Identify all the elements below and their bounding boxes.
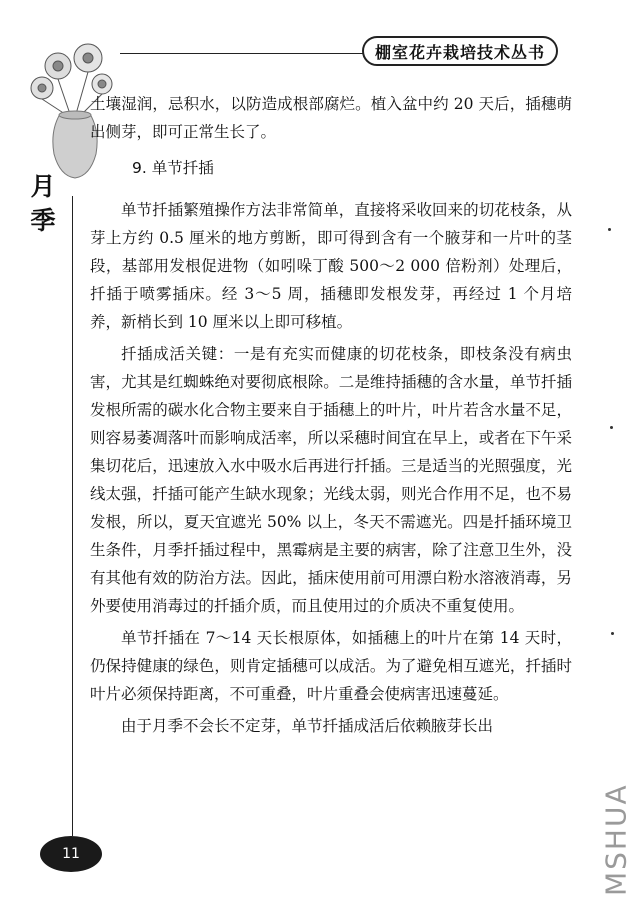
paragraph-intro: 土壤湿润，忌积水，以防造成根部腐烂。植入盆中约 20 天后，插穗萌出侧芽，即可正常生长了。: [90, 95, 572, 141]
scan-dot: [610, 426, 613, 429]
paragraph-1: 单节扦插繁殖操作方法非常简单，直接将采收回来的切花枝条，从芽上方约 0.5 厘米的地方剪断，即可得到含有一个腋芽和一片叶的茎段，基部用发根促进物（如吲哚丁酸 500～2 000 倍粉剂）处理后，扦插于喷雾插床。经 3～5 周，插穗即发根发芽，再经过 1 个月培养，新梢长到 10 厘米以上即可移植。: [90, 201, 572, 331]
paragraph-3: 单节扦插在 7～14 天长根原体，如插穗上的叶片在第 14 天时，仍保持健康的绿色，则肯定插穗可以成活。为了避免相互遮光，扦插时叶片必须保持距离，不可重叠，叶片重叠会使病害迅速蔓延。: [90, 629, 572, 703]
paragraph-4: 由于月季不会长不定芽，单节扦插成活后依赖腋芽长出: [121, 717, 494, 735]
scan-dot: [611, 632, 614, 635]
page-content: [90, 90, 572, 740]
margin-rule: [72, 196, 73, 836]
scan-dot: [608, 228, 611, 231]
watermark: MSHUA: [599, 783, 633, 897]
paragraph-2: 扦插成活关键：一是有充实而健康的切花枝条，即枝条没有病虫害，尤其是红蜘蛛绝对要彻底根除。二是维持插穗的含水量，单节扦插发根所需的碳水化合物主要来自于插穗上的叶片，叶片若含水量不足，则容易萎凋落叶而影响成活率，所以采穗时间宜在早上，或者在下午采集切花后，迅速放入水中吸水后再进行扦插。三是适当的光照强度，光线太强，扦插可能产生缺水现象；光线太弱，则光合作用不足，也不易发根，所以，夏天宜遮光 50% 以上，冬天不需遮光。四是扦插环境卫生条件，月季扦插过程中，黑霉病是主要的病害，除了注意卫生外，没有其他有效的防治方法。因此，插床使用前可用漂白粉水溶液消毒，另外要使用消毒过的扦插介质，而且使用过的介质决不重复使用。: [90, 345, 572, 615]
book-title: 月季: [30, 172, 56, 235]
series-title: 棚室花卉栽培技术丛书: [362, 36, 558, 66]
section-heading: 9. 单节扦插: [132, 159, 214, 177]
page-number: 11: [40, 836, 102, 872]
